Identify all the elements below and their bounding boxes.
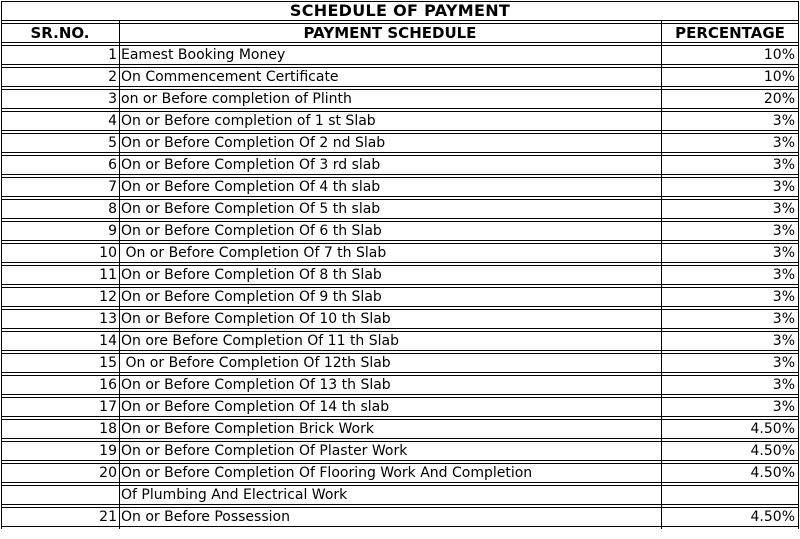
table-row: [1, 89, 799, 109]
schedule-cell: On or Before completion of 1 st Slab: [121, 113, 376, 129]
schedule-cell: on or Before completion of Plinth: [121, 91, 352, 107]
percentage-cell: 4.50%: [750, 465, 795, 481]
table-row: [1, 265, 799, 285]
schedule-cell: On ore Before Completion Of 11 th Slab: [121, 333, 399, 349]
percentage-cell: 3%: [772, 377, 795, 393]
table-right-border: [798, 1, 799, 529]
table-row: [1, 243, 799, 263]
schedule-cell: Eamest Booking Money: [121, 47, 286, 63]
table-row: [1, 221, 799, 241]
column-header-payment-schedule: PAYMENT SCHEDULE: [303, 24, 477, 42]
srno-cell: 21: [99, 509, 117, 525]
percentage-cell: 3%: [772, 135, 795, 151]
srno-cell: 19: [99, 443, 117, 459]
table-row: [1, 485, 799, 505]
schedule-cell: On or Before Completion Of 10 th Slab: [121, 311, 391, 327]
srno-cell: 15: [99, 355, 117, 371]
table-title-row: [1, 1, 799, 21]
table-row: [1, 331, 799, 351]
table-row: [1, 309, 799, 329]
table-title: SCHEDULE OF PAYMENT: [289, 2, 511, 20]
schedule-cell: On or Before Completion Of 4 th slab: [121, 179, 381, 195]
srno-cell: 10: [99, 245, 117, 261]
table-row: [1, 397, 799, 417]
srno-cell: 20: [99, 465, 117, 481]
percentage-cell: 4.50%: [750, 509, 795, 525]
table-row: [1, 463, 799, 483]
schedule-cell: On or Before Possession: [121, 509, 290, 525]
schedule-cell: On or Before Completion Of Plaster Work: [121, 443, 408, 459]
percentage-column-divider: [661, 21, 662, 529]
srno-cell: 4: [108, 113, 117, 129]
table-row: [1, 507, 799, 527]
table-row: [1, 353, 799, 373]
table-row: [1, 375, 799, 395]
percentage-cell: 3%: [772, 289, 795, 305]
srno-cell: 6: [108, 157, 117, 173]
table-header-row: [1, 23, 799, 43]
column-header-percentage: PERCENTAGE: [675, 24, 785, 42]
percentage-cell: 3%: [772, 179, 795, 195]
srno-cell: 13: [99, 311, 117, 327]
srno-cell: 3: [108, 91, 117, 107]
srno-cell: 17: [99, 399, 117, 415]
srno-cell: 1: [108, 47, 117, 63]
percentage-cell: 10%: [763, 69, 795, 85]
percentage-cell: 3%: [772, 223, 795, 239]
table-row: [1, 155, 799, 175]
table-row: [1, 111, 799, 131]
table-row: [1, 441, 799, 461]
schedule-cell: On or Before Completion Of 13 th Slab: [121, 377, 391, 393]
schedule-cell: On or Before Completion Brick Work: [121, 421, 374, 437]
srno-cell: 2: [108, 69, 117, 85]
table-row: [1, 45, 799, 65]
percentage-cell: 4.50%: [750, 421, 795, 437]
percentage-cell: 10%: [763, 47, 795, 63]
payment-schedule-table: [1, 1, 799, 527]
schedule-cell: On or Before Completion Of 7 th Slab: [121, 245, 387, 261]
table-row: [1, 199, 799, 219]
percentage-cell: 3%: [772, 333, 795, 349]
table-row: [1, 177, 799, 197]
percentage-cell: 3%: [772, 113, 795, 129]
percentage-cell: 3%: [772, 245, 795, 261]
table-left-border: [1, 1, 2, 529]
percentage-cell: 3%: [772, 399, 795, 415]
schedule-cell: On Commencement Certificate: [121, 69, 339, 85]
table-body: [1, 45, 799, 527]
schedule-cell: On or Before Completion Of 5 th slab: [121, 201, 381, 217]
srno-cell: 16: [99, 377, 117, 393]
srno-column-divider: [119, 21, 120, 529]
percentage-cell: 4.50%: [750, 443, 795, 459]
srno-cell: 8: [108, 201, 117, 217]
schedule-cell: On or Before Completion Of 12th Slab: [121, 355, 391, 371]
schedule-cell: On or Before Completion Of 8 th Slab: [121, 267, 382, 283]
percentage-cell: 3%: [772, 311, 795, 327]
percentage-cell: 3%: [772, 355, 795, 371]
srno-cell: 5: [108, 135, 117, 151]
srno-cell: 18: [99, 421, 117, 437]
percentage-cell: 3%: [772, 201, 795, 217]
schedule-cell: On or Before Completion Of 14 th slab: [121, 399, 390, 415]
column-header-srno: SR.NO.: [30, 24, 90, 42]
schedule-cell: On or Before Completion Of 2 nd Slab: [121, 135, 386, 151]
percentage-cell: 3%: [772, 267, 795, 283]
percentage-cell: 3%: [772, 157, 795, 173]
table-row: [1, 133, 799, 153]
schedule-cell: On or Before Completion Of 9 th Slab: [121, 289, 382, 305]
srno-cell: 11: [99, 267, 117, 283]
srno-cell: 14: [99, 333, 117, 349]
percentage-cell: 20%: [763, 91, 795, 107]
schedule-cell: On or Before Completion Of 3 rd slab: [121, 157, 381, 173]
table-row: [1, 419, 799, 439]
schedule-cell: On or Before Completion Of Flooring Work And Completion: [121, 465, 533, 481]
srno-cell: 12: [99, 289, 117, 305]
srno-cell: 7: [108, 179, 117, 195]
srno-cell: 9: [108, 223, 117, 239]
schedule-cell: Of Plumbing And Electrical Work: [121, 487, 348, 503]
schedule-cell: On or Before Completion Of 6 th Slab: [121, 223, 382, 239]
table-row: [1, 67, 799, 87]
table-row: [1, 287, 799, 307]
